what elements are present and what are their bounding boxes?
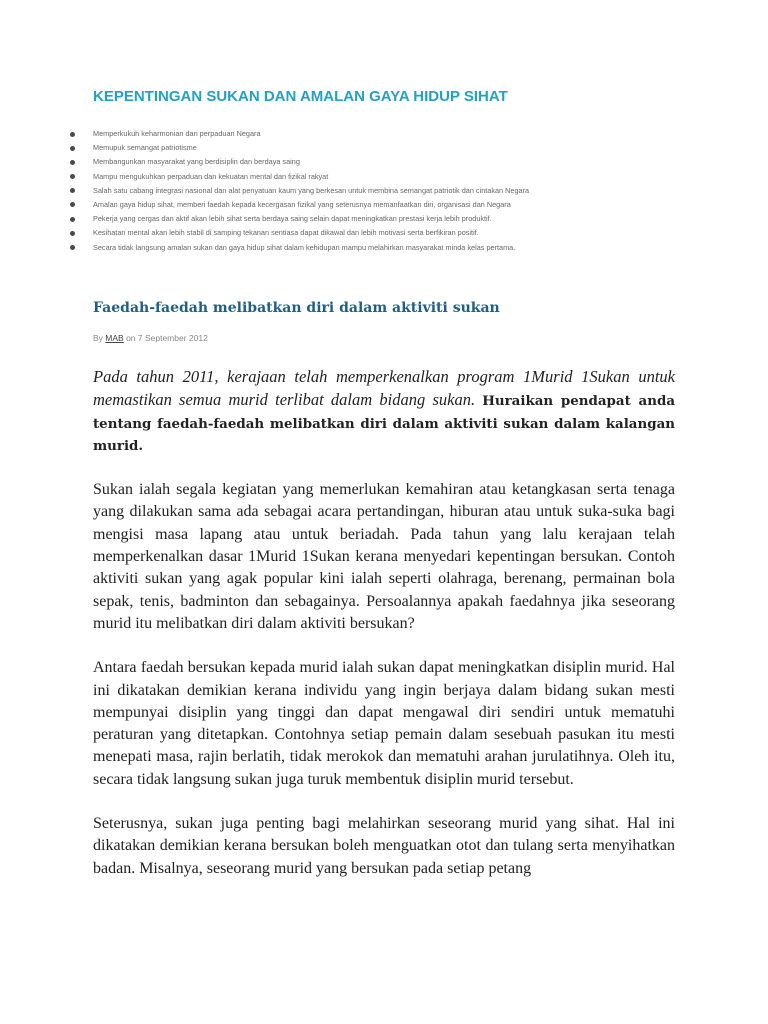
list-item-text: Secara tidak langsung amalan sukan dan gaya hidup sihat dalam kehidupan mampu melahirkan masyarakat minda kelas pertama. [93, 242, 516, 252]
list-item [0, 184, 768, 198]
bullet-icon [70, 132, 75, 137]
list-item [0, 198, 768, 212]
bullet-icon [70, 202, 75, 207]
body-paragraph: Sukan ialah segala kegiatan yang memerlukan kemahiran atau ketangkasan serta tenaga yang dilakukan sama ada sebagai acara pertandingan, hiburan atau untuk suka-suka bagi mengisi masa lapang atau untuk beriadah. Pada tahun yang lalu kerajaan telah memperkenalkan dasar 1Murid 1Sukan kerana menyedari kepentingan bersukan. Contoh aktiviti sukan yang agak popular kini ialah seperti olahraga, berenang, permainan bola sepak, tenis, badminton dan sebagainya. Persoalannya apakah faedahnya jika seseorang murid itu melibatkan diri dalam aktiviti bersukan? [93, 481, 675, 632]
list-item [0, 170, 768, 184]
byline [93, 333, 208, 343]
list-item [0, 241, 768, 255]
list-item [0, 226, 768, 240]
list-item-text: Mampu mengukuhkan perpaduan dan kekuatan mental dan fizikal rakyat [93, 171, 329, 181]
list-item [0, 141, 768, 155]
bullet-icon [70, 245, 75, 250]
intro-paragraph [93, 366, 675, 457]
article-body [93, 366, 675, 902]
list-item-text: Kesihatan mental akan lebih stabil di samping tekanan sentiasa dapat dikawal dan lebih motivasi serta berfikiran positif. [93, 228, 479, 238]
list-item-text: Memperkukuh keharmonian dan perpaduan Negara [93, 129, 261, 138]
bullet-icon [70, 146, 75, 151]
article-title: Faedah-faedah melibatkan diri dalam aktiviti sukan [93, 300, 500, 316]
list-item-text: Membangunkan masyarakat yang berdisiplin dan berdaya saing [93, 157, 300, 167]
list-item-text: Salah satu cabang integrasi nasional dan alat penyatuan kaum yang berkesan untuk membina semangat patriotik dan cintakan Negara [93, 185, 530, 195]
page-heading: KEPENTINGAN SUKAN DAN AMALAN GAYA HIDUP SIHAT [93, 88, 508, 105]
byline-date: on 7 September 2012 [123, 333, 208, 343]
list-item-text: Pekerja yang cergas dan aktif akan lebih sihat serta berdaya saing selain dapat meningkatkan prestasi kerja lebih produktif. [93, 214, 492, 224]
byline-prefix: By [93, 333, 106, 343]
intro-italic-text: Pada tahun 2011, kerajaan telah memperkenalkan program 1Murid 1Sukan untuk memastikan semua murid terlibat dalam bidang sukan. [93, 367, 675, 410]
list-item [0, 127, 768, 141]
list-item-text: Memupuk semangat patriotisme [93, 143, 197, 153]
bullet-icon [70, 231, 75, 236]
body-paragraph: Seterusnya, sukan juga penting bagi melahirkan seseorang murid yang sihat. Hal ini dikatakan demikian kerana bersukan boleh menguatkan otot dan tulang serta menyihatkan badan. Misalnya, seseorang murid yang bersukan pada setiap petang [93, 815, 675, 877]
bullet-icon [70, 174, 75, 179]
bullet-icon [70, 160, 75, 165]
benefits-list [0, 127, 768, 255]
bullet-icon [70, 188, 75, 193]
list-item [0, 212, 768, 226]
body-paragraph: Antara faedah bersukan kepada murid ialah sukan dapat meningkatkan disiplin murid. Hal ini dikatakan demikian kerana individu yang ingin berjaya dalam bidang sukan mesti mempunyai disiplin yang tinggi dan dapat mengawal diri sendiri untuk mematuhi peraturan yang ditetapkan. Contohnya setiap pemain dalam sesebuah pasukan itu mesti menepati masa, rajin berlatih, tidak merokok dan mematuhi arahan jurulatihnya. Oleh itu, secara tidak langsung sukan juga turuk membentuk disiplin murid tersebut. [93, 659, 675, 788]
author-link[interactable]: MAB [105, 333, 124, 343]
list-item [0, 155, 768, 169]
list-item-text: Amalan gaya hidup sihat, memberi faedah kepada kecergasan fizikal yang seterusnya memanfaatkan diri, organisasi dan Negara [93, 199, 511, 209]
bullet-icon [70, 217, 75, 222]
intro-question-text: Huraikan pendapat anda tentang faedah-faedah melibatkan diri dalam aktiviti sukan dalam kalangan murid. [93, 393, 676, 454]
